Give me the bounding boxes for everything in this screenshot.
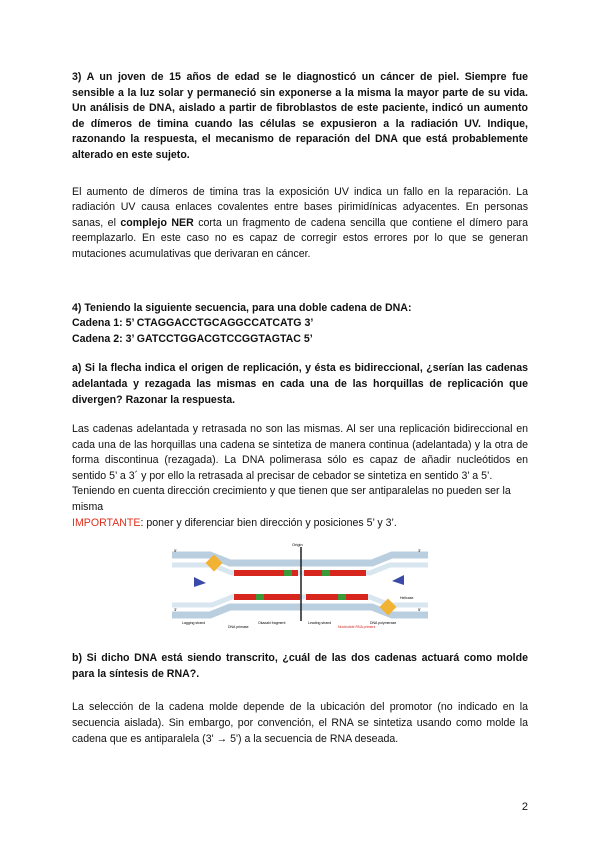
answer-4a-extra: Teniendo en cuenta dirección crecimiento y que tienen que ser antiparalelas no pueden ser la misma [72,485,511,514]
dna-polymerase-label: DNA polymerase [370,621,397,626]
important-text: : poner y diferenciar bien dirección y posiciones 5’ y 3’. [140,516,397,529]
rna-primer-4 [338,594,346,600]
polymerase-left-icon [194,577,206,587]
replication-figure [172,541,428,629]
rna-primer-label: Nucleotide RNA primers [338,625,376,630]
answer-4a: Las cadenas adelantada y retrasada no son las mismas. Al ser una replicación bidireccional en cada una de las horquillas una cadena se sintetiza de manera continua (adelantada) y la otra de forma discontinua (rezagada). La DNA polimerasa sólo es capaz de añadir nucleótidos en sentido 5’ a 3´ y por ello la retrasada al precisar de cebador se sintetiza en sentido 3’ a 5’. [72,423,528,482]
end-5-bottom-right: 5' [418,607,421,613]
leading-strand-label: Leading strand [308,621,332,626]
new-strand-bottom-right [306,594,368,600]
helicase-label: Helicase [400,596,414,601]
page-number: 2 [521,801,528,813]
answer-3 [72,185,528,263]
replication-diagram [172,541,428,629]
lagging-strand-label: Lagging strand [182,621,206,626]
question-4b: b) Si dicho DNA está siendo transcrito, ¿cuál de las dos cadenas actuará como molde para la síntesis de RNA?. [72,652,528,680]
dna-primase-label: DNA primase [228,625,249,630]
important-label: IMPORTANTE [72,516,141,529]
question-4-title: 4) Teniendo la siguiente secuencia, para una doble cadena de DNA: [72,301,412,314]
polymerase-right-icon [392,575,404,585]
end-3-bottom-left: 3' [174,607,177,613]
chain-2: Cadena 2: 3’ GATCCTGGACGTCCGGTAGTAC 5’ [72,332,313,345]
question-3: 3) A un joven de 15 años de edad se le diagnosticó un cáncer de piel. Siempre fue sensible a la luz solar y permaneció sin exponerse a la misma la mayor parte de su vida. Un análisis de DNA, aislado a partir de fibroblastos de este paciente, indicó un aumento de dímeros de timina cuando las células se expusieron a la radiación UV. Indique, razonando la respuesta, el mecanismo de reparación del DNA que está probablemente alterado en este sujeto. [72,71,528,161]
answer-3-bold: complejo NER [120,216,194,229]
answer-3-post: corta un fragmento de cadena sencilla que contiene el dímero para reemplazarlo. En este caso no es capaz de corregir estos errores por lo que se generan mutaciones acumulativas que derivaran en cáncer. [72,216,528,260]
end-3-top-right: 3' [418,548,421,554]
question-4a: a) Si la flecha indica el origen de replicación, y ésta es bidireccional, ¿serían las cadenas adelantada y rezagada las mismas en cada una de las horquillas de replicación que divergen? Razonar la respuesta. [72,362,528,406]
chain-1: Cadena 1: 5’ CTAGGACCTGCAGGCCATCATG 3’ [72,317,314,330]
answer-3-pre: El aumento de dímeros de timina tras la exposición UV indica un fallo en la reparación. La radiación UV causa enlaces covalentes entre bases pirimidínicas adyacentes. En personas sanas, el [72,185,528,229]
origin-label: Origin [292,542,303,548]
okazaki-label: Okazaki fragment [258,621,286,626]
new-strand-top-right [304,570,366,576]
important-note [72,516,528,532]
end-5-top-left: 5' [174,548,177,554]
page-content [72,70,528,747]
rna-primer-2 [322,570,330,576]
rna-primer-3 [256,594,264,600]
answer-4b: La selección de la cadena molde depende de la ubicación del promotor (no indicado en la secuencia aislada). Sin embargo, por convención, el RNA se sintetiza usando como molde la cadena que es antiparalela (3' → 5') a la secuencia de RNA deseada. [72,701,528,745]
rna-primer-1 [284,570,292,576]
new-strand-bottom-left [234,594,300,600]
